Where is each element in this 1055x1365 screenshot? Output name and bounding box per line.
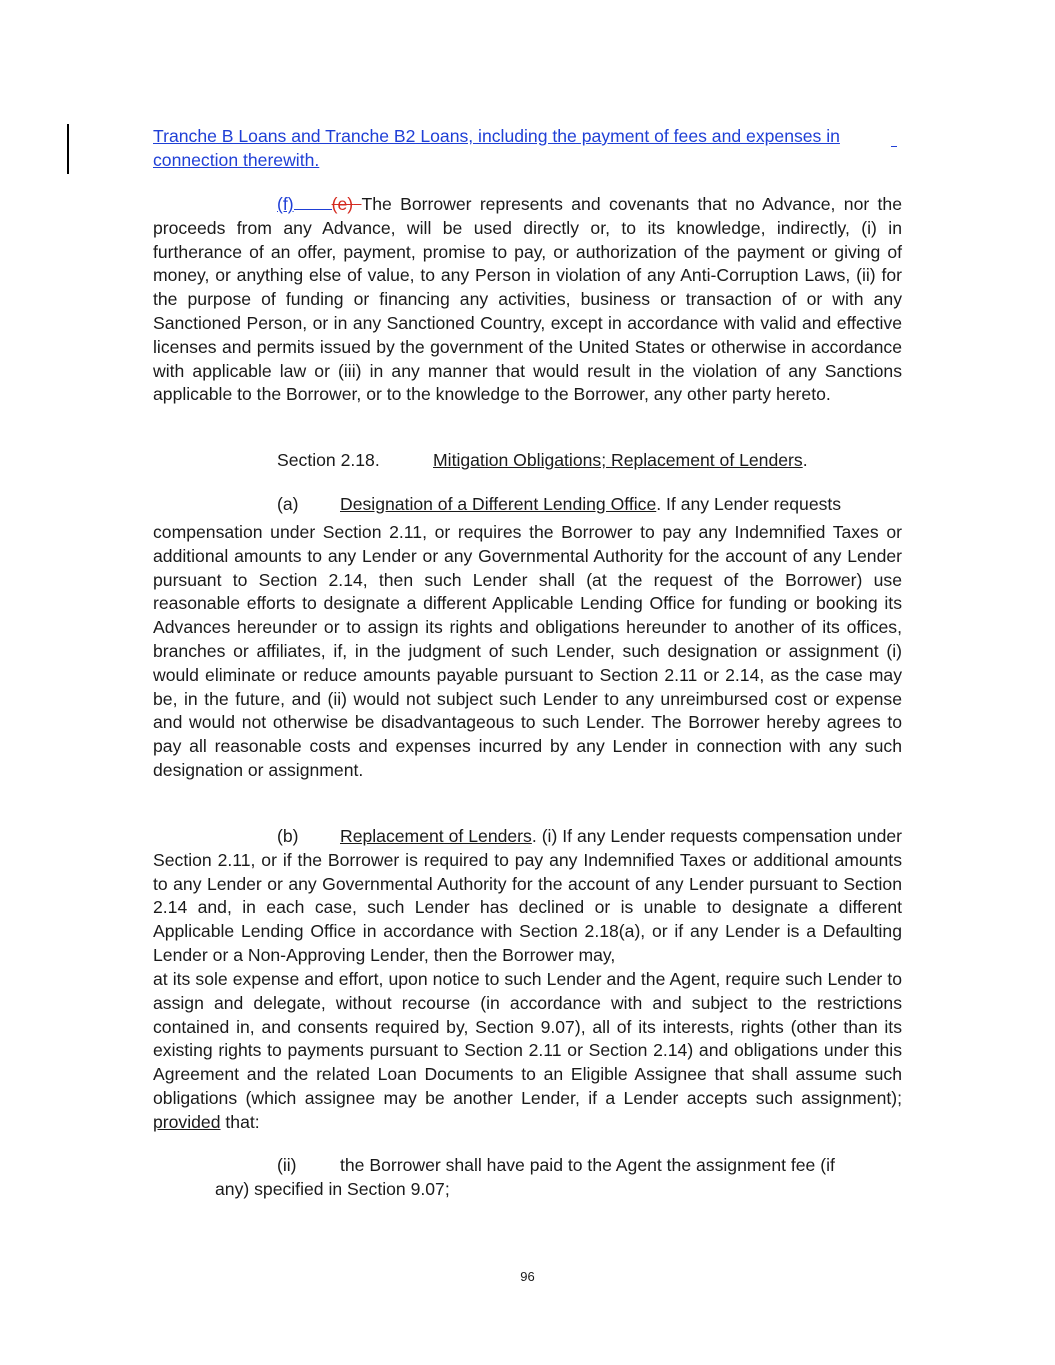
- paragraph-b-heading: Replacement of Lenders: [340, 826, 532, 846]
- section-number: Section 2.18.: [277, 450, 380, 470]
- paragraph-b-label: (b): [277, 826, 299, 846]
- provided-term: provided: [153, 1111, 221, 1132]
- paragraph-a-first-line: [153, 493, 902, 517]
- inserted-text-line-1: Tranche B Loans and Tranche B2 Loans, including the payment of fees and expenses in: [153, 126, 840, 146]
- paragraph-b-text-2: at its sole expense and effort, upon notice to such Lender and the Agent, require such Lender to assign and delegate, without recourse (in accordance with and subject to the restrictions contained in, and consents required by, Section 9.07), all of its interests, rights (other than its existing rights to payments pursuant to Section 2.11 or Section 2.14) and obligations under this Agreement and the related Loan Documents to an Eligible Assignee that shall assume such obligations (which assignee may be another Lender, if a Lender accepts such assignment);: [153, 969, 902, 1108]
- paragraph-a-first-line-text: . If any Lender requests: [656, 494, 842, 514]
- paragraph-f: [153, 193, 902, 407]
- subparagraph-ii-label: (ii): [277, 1155, 297, 1175]
- paragraph-a-body: compensation under Section 2.11, or requires the Borrower to pay any Indemnified Taxes or additional amounts to any Lender or any Governmental Authority for the account of any Lender pursuant to Section 2.14, then such Lender shall (at the request of the Borrower) use reasonable efforts to designate a different Applicable Lending Office for funding or booking its Advances hereunder or to assign its rights and obligations hereunder to another of its offices, branches or affiliates, if, in the judgment of such Lender, such designation or assignment (i) would eliminate or reduce amounts payable pursuant to Section 2.11 or 2.14, as the case may be, in the future, and (ii) would not subject such Lender to any unreimbursed cost or expense and would not otherwise be disadvantageous to such Lender. The Borrower hereby agrees to pay all reasonable costs and expenses incurred by any Lender in connection with any such designation or assignment.: [153, 522, 902, 780]
- paragraph-f-text: The Borrower represents and covenants that no Advance, nor the proceeds from any Advance, will be used directly or, to its knowledge, indirectly, (i) in furtherance of an offer, payment, promise to pay, or authorization of the payment or giving of money, or anything else of value, to any Person in violation of any Anti-Corruption Laws, (ii) for the purpose of funding or financing any activities, business or transaction of or with any Sanctioned Person, or in any Sanctioned Country, except in accordance with valid and effective licenses and permits issued by the government of the United States or otherwise in accordance with applicable law or (iii) in any manner that would result in the violation of any Sanctions applicable to the Borrower, or to the knowledge to the Borrower, any other party hereto.: [153, 194, 902, 405]
- paragraph-f-deleted-label: (e): [331, 194, 354, 214]
- inserted-text-line-2: connection therewith.: [153, 149, 320, 170]
- paragraph-a-heading: Designation of a Different Lending Office: [340, 494, 657, 514]
- section-heading: [153, 449, 902, 473]
- inserted-tab: [294, 195, 332, 210]
- revision-change-bar: [67, 124, 69, 174]
- subparagraph-ii: [215, 1154, 902, 1202]
- subparagraph-ii-line-2: any) specified in Section 9.07;: [215, 1178, 450, 1199]
- continued-paragraph: [153, 125, 902, 173]
- page-number: 96: [520, 1269, 535, 1284]
- paragraph-b-text-1: . (i) If any Lender requests compensation under Section 2.11, or if the Borrower is required to pay any Indemnified Taxes or additional amounts to any Lender or any Governmental Authority for the account of any Lender pursuant to Section 2.14 and, in each case, such Lender has declined or is unable to designate a different Applicable Lending Office in accordance with Section 2.18(a), or if any Lender is a Defaulting Lender or a Non-Approving Lender, then the Borrower may,: [153, 826, 902, 965]
- provided-suffix: that:: [225, 1111, 260, 1132]
- section-title-period: .: [802, 450, 808, 470]
- paragraph-b: [153, 825, 902, 968]
- paragraph-f-new-label: (f): [277, 194, 294, 214]
- paragraph-b-continued: [153, 968, 902, 1135]
- section-title: Mitigation Obligations; Replacement of Lenders: [433, 450, 803, 470]
- subparagraph-ii-line-1: the Borrower shall have paid to the Agent the assignment fee (if: [340, 1155, 835, 1175]
- paragraph-a-label: (a): [277, 494, 299, 514]
